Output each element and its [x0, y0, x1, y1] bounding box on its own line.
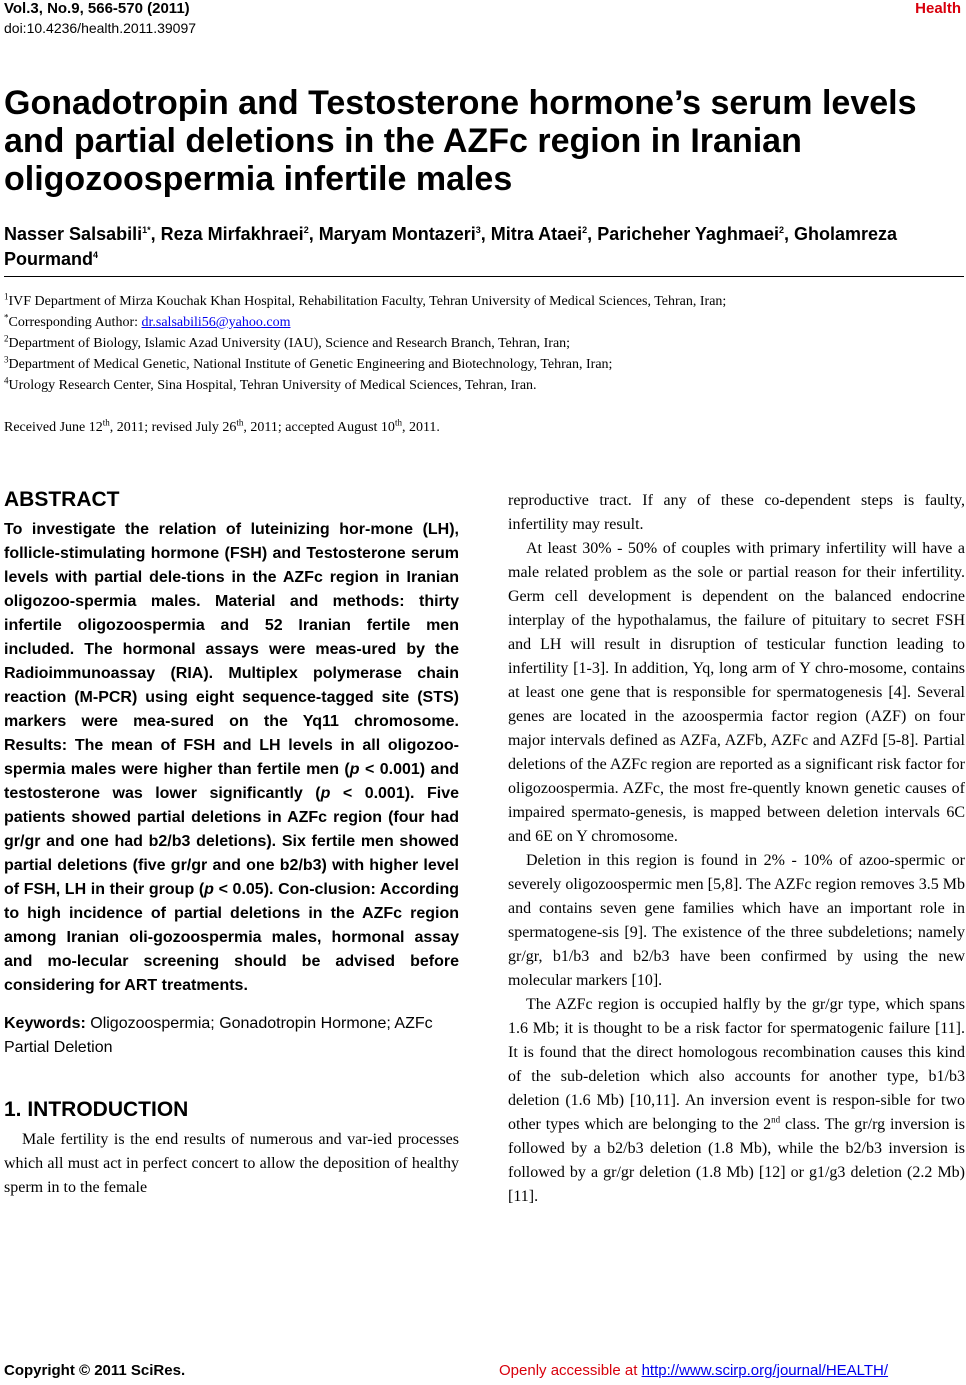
author-name: Mitra Ataei	[490, 224, 583, 244]
corresponding-marker: *	[4, 312, 9, 323]
keywords	[4, 1012, 459, 1060]
abstract-text: To investigate the relation of luteinizing hor-mone (LH), follicle-stimulating hormone (FSH) and Testosterone serum levels with partial dele-tions in the AZFc region in Iranian oligozoo-spermia males. Material and methods: thirty infertile oligozoospermia and 52 Iranian fertile men included. The hormonal assays were meas-ured by the Radioimmunoassay (RIA). Multiplex polymerase chain reaction (M-PCR) using eight sequence-tagged site (STS) markers were mea-sured on the Yq11 chromosome. Results: The mean of FSH and LH levels in all oligozoo-spermia males were higher than fertile men (	[4, 521, 459, 778]
left-column	[4, 488, 459, 1200]
affiliation-3	[4, 354, 964, 375]
keywords-label: Keywords:	[4, 1015, 86, 1032]
abstract-text: < 0.001) and testosterone was lower significantly (	[4, 761, 460, 802]
p-value-symbol: p	[349, 761, 360, 778]
author-affiliation-marker: 2	[303, 225, 309, 235]
author-list	[4, 222, 964, 272]
abstract-body	[4, 518, 459, 998]
p-value-symbol: p	[204, 881, 214, 898]
author-name: Reza Mirfakhraei	[160, 224, 304, 244]
ordinal-suffix: nd	[771, 1114, 781, 1125]
affiliation-4	[4, 375, 964, 396]
author-affiliation-marker: 2	[778, 225, 784, 235]
author-name: Gholamreza Pourmand	[4, 224, 898, 269]
p-value-symbol: p	[320, 785, 331, 802]
abstract-text: < 0.05). Con-clusion: According to high incidence of partial deletions in the AZFc region among Iranian oli-gozoospermia males, hormonal assay and mo-lecular screening should be advised before considering for ART treatments.	[4, 881, 459, 994]
received-dates	[4, 417, 440, 436]
paper-title: Gonadotropin and Testosterone hormone’s serum levels and partial deletions in the AZFc region in Iranian oligozoospermia infertile males	[4, 84, 917, 198]
affiliation-4-text: Urology Research Center, Sina Hospital, Tehran University of Medical Sciences, Tehran, Iran.	[8, 378, 537, 393]
received-part: Received June 12	[4, 420, 103, 435]
affiliation-1-marker: 1	[4, 291, 9, 302]
affiliations	[4, 291, 964, 396]
affiliation-2	[4, 333, 964, 354]
revised-part: , 2011; revised July 26	[109, 420, 237, 435]
year-part: , 2011.	[401, 420, 440, 435]
right-column	[508, 489, 965, 1209]
ordinal-suffix: th	[236, 417, 244, 428]
corresponding-email-link[interactable]: dr.salsabili56@yahoo.com	[141, 315, 291, 330]
introduction-paragraph-4	[508, 993, 965, 1209]
author-name: Nasser Salsabili	[4, 224, 143, 244]
author-affiliation-marker: 4	[93, 250, 99, 260]
introduction-paragraph-3: Deletion in this region is found in 2% - 10% of azoo-spermic or severely oligozoospermic men [5,8]. The AZFc region removes 3.5 Mb and contains seven gene families which have an important role in spermatogene-sis [9]. The existence of the three subdeletions; namely gr/gr, b1/b3 and b2/b3 have been confirmed by using the new molecular markers [10].	[508, 852, 965, 989]
affiliation-3-text: Department of Medical Genetic, National Institute of Genetic Engineering and Biotechnology, Tehran, Iran;	[8, 357, 613, 372]
journal-url-link[interactable]: http://www.scirp.org/journal/HEALTH/	[641, 1362, 889, 1379]
introduction-paragraph-1: Male fertility is the end results of numerous and var-ied processes which all must act in perfect concert to allow the deposition of healthy sperm in to the female	[4, 1131, 459, 1196]
author-name: Paricheher Yaghmaei	[597, 224, 779, 244]
copyright: Copyright © 2011 SciRes.	[4, 1362, 186, 1379]
header-divider	[4, 276, 964, 277]
author-separator: ,	[587, 224, 598, 244]
introduction-paragraph-2: At least 30% - 50% of couples with primary infertility will have a male related problem as the sole or partial reason for their infertility. Germ cell development is dependent on the balanced endocrine interplay of the hypothalamus, the failure of pituitary to secret FSH and LH will result in disruption of testicular function leading to infertility [1-3]. In addition, Yq, long arm of Y chro-mosome, contains at least one gene that is responsible for spermatogenesis [4]. Several genes are located in the azoospermia factor region (AZF) on four major intervals defined as AZFa, AZFb, AZFc and AZFd [5-8]. Partial deletions of the AZFc region are reported as a significant risk factor for oligozoospermia. AZFc, the most fre-quently known genetic causes of impaired spermato-genesis, is mapped between deletion intervals 6C and 6E on Y chromosome.	[508, 540, 965, 845]
doi: doi:10.4236/health.2011.39097	[4, 20, 197, 36]
journal-name: Health	[915, 0, 961, 17]
author-separator: ,	[308, 224, 319, 244]
author-separator: ,	[783, 224, 794, 244]
author-name: Maryam Montazeri	[318, 224, 476, 244]
open-access-label: Openly accessible at	[499, 1362, 642, 1379]
author-affiliation-marker: 1*	[142, 225, 151, 235]
author-separator: ,	[150, 224, 161, 244]
journal-volume: Vol.3, No.9, 566-570 (2011)	[4, 0, 190, 17]
author-affiliation-marker: 2	[582, 225, 588, 235]
affiliation-4-marker: 4	[4, 375, 9, 386]
corresponding-label: Corresponding Author:	[8, 315, 142, 330]
introduction-heading: 1. INTRODUCTION	[4, 1098, 189, 1121]
paragraph-4-text: The AZFc region is occupied halfly by the gr/gr type, which spans 1.6 Mb; it is thought to be a risk factor for spermatogenic failure [11]. It is found that the direct homologous recombination causes this kind of the sub-deletion which also accounts for another type, b1/b3 deletion (1.6 Mb) [10,11]. An inversion event is respon-sible for two other types which are belonging to the 2	[508, 996, 965, 1133]
affiliation-1	[4, 291, 964, 312]
paragraph-4-text: class. The gr/rg inversion is followed by a b2/b3 deletion (1.8 Mb), while the b2/b3 inversion is followed by a gr/gr deletion (1.8 Mb) [12] or g1/g3 deletion (2.2 Mb) [11].	[508, 1116, 966, 1205]
ordinal-suffix: th	[102, 417, 110, 428]
ordinal-suffix: th	[394, 417, 402, 428]
affiliation-1-text: IVF Department of Mirza Kouchak Khan Hospital, Rehabilitation Faculty, Tehran University of Medical Sciences, Tehran, Iran;	[8, 294, 727, 309]
author-affiliation-marker: 3	[475, 225, 481, 235]
open-access-note	[499, 1362, 888, 1379]
abstract-heading: ABSTRACT	[4, 488, 120, 511]
affiliation-3-marker: 3	[4, 354, 9, 365]
abstract-text: < 0.001). Five patients showed partial deletions in AZFc region (four had gr/gr and one had b2/b3 deletions). Six fertile men showed partial deletions (five gr/gr and one b2/b3) with higher level of FSH, LH in their group (	[4, 785, 459, 898]
introduction-paragraph-1-continued: reproductive tract. If any of these co-dependent steps is faulty, infertility may result.	[508, 492, 965, 533]
affiliation-2-marker: 2	[4, 333, 9, 344]
accepted-part: , 2011; accepted August 10	[243, 420, 395, 435]
author-separator: ,	[480, 224, 491, 244]
corresponding-author	[4, 312, 964, 333]
affiliation-2-text: Department of Biology, Islamic Azad University (IAU), Science and Research Branch, Tehran, Iran;	[8, 336, 571, 351]
keywords-text: Oligozoospermia; Gonadotropin Hormone; AZFc Partial Deletion	[4, 1015, 433, 1056]
